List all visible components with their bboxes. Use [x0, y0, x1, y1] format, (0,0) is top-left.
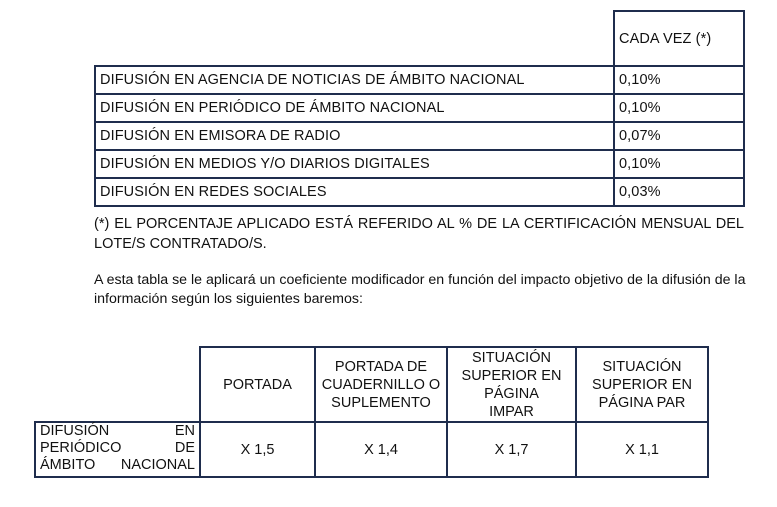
header-line: IMPAR: [489, 403, 534, 420]
value-situacion-par: X 1,1: [576, 422, 708, 477]
header-situacion-par: [576, 347, 708, 422]
header-line: SUPERIOR EN: [592, 376, 692, 393]
value-portada-cuadernillo: X 1,4: [315, 422, 447, 477]
row-label: DIFUSIÓN EN AGENCIA DE NOTICIAS DE ÁMBITO NACIONAL: [95, 66, 614, 94]
table-row: [95, 66, 744, 94]
row-value: 0,10%: [614, 66, 744, 94]
empty-header-cell: [95, 11, 614, 66]
row-label: DIFUSIÓN EN MEDIOS Y/O DIARIOS DIGITALES: [95, 150, 614, 178]
body-paragraph: A esta tabla se le aplicará un coeficiente modificador en función del impacto objetivo de la difusión de la información según los siguientes baremos:: [94, 272, 746, 307]
header-situacion-impar: [447, 347, 576, 422]
row-label: DIFUSIÓN EN PERIÓDICO DE ÁMBITO NACIONAL: [95, 94, 614, 122]
table-header-row: [95, 11, 744, 66]
table-row: [95, 178, 744, 206]
row-label: DIFUSIÓN EN EMISORA DE RADIO: [95, 122, 614, 150]
row-label-line: ÁMBITO NACIONAL: [40, 457, 195, 473]
difusion-percent-table: [94, 10, 745, 207]
header-line: CUADERNILLO O: [321, 376, 441, 393]
header-line: SUPLEMENTO: [331, 394, 431, 411]
coefficient-table: [34, 346, 709, 478]
value-portada: X 1,5: [200, 422, 315, 477]
header-line: PÁGINA PAR: [598, 394, 686, 411]
header-cada-vez: CADA VEZ (*): [614, 11, 744, 66]
value-situacion-impar: X 1,7: [447, 422, 576, 477]
table-header-row: [35, 347, 708, 422]
footnote: (*) EL PORCENTAJE APLICADO ESTÁ REFERIDO AL % DE LA CERTIFICACIÓN MENSUAL DEL LOTE/S CONTRATADO/S.: [94, 216, 744, 252]
row-label-line: PERIÓDICO DE: [40, 440, 195, 456]
header-line: SITUACIÓN: [472, 349, 551, 366]
table-row: [35, 422, 708, 477]
row-value: 0,03%: [614, 178, 744, 206]
header-line: SUPERIOR EN: [461, 367, 562, 384]
table-row: [95, 122, 744, 150]
row-label: [35, 422, 200, 477]
row-value: 0,10%: [614, 94, 744, 122]
empty-header-cell: [35, 347, 200, 422]
header-line: PORTADA DE: [334, 358, 428, 375]
table-row: [95, 94, 744, 122]
header-line: SITUACIÓN: [602, 358, 682, 375]
row-label-line: DIFUSIÓN EN: [40, 423, 195, 439]
header-portada-cuadernillo: [315, 347, 447, 422]
row-label: DIFUSIÓN EN REDES SOCIALES: [95, 178, 614, 206]
table-row: [95, 150, 744, 178]
row-value: 0,07%: [614, 122, 744, 150]
header-portada: PORTADA: [200, 347, 315, 422]
row-value: 0,10%: [614, 150, 744, 178]
header-line: PÁGINA: [484, 385, 539, 402]
